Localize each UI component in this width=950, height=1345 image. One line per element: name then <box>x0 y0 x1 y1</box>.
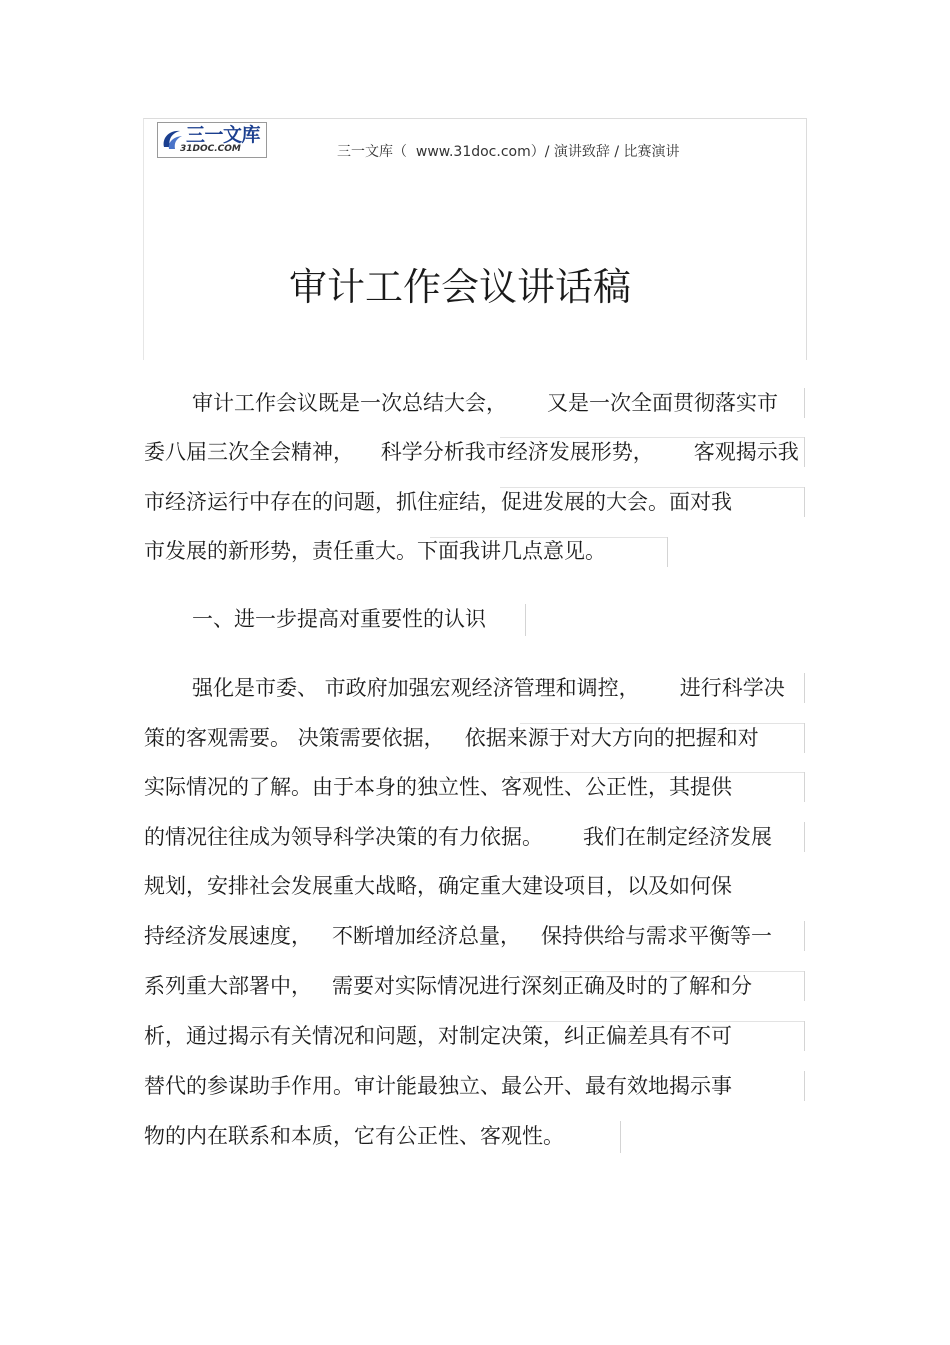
line-box-edge <box>804 921 805 951</box>
paragraph-line: 实际情况的了解。由于本身的独立性、客观性、公正性，其提供 <box>144 775 732 799</box>
line-box-edge <box>520 772 805 773</box>
line-box-edge <box>804 437 805 467</box>
line-box-edge <box>804 822 805 852</box>
paragraph-line: 委八届三次全会精神， 科学分析我市经济发展形势， 客观揭示我 <box>144 440 799 464</box>
paragraph-line: 市经济运行中存在的问题，抓住症结，促进发展的大会。面对我 <box>144 490 732 514</box>
line-box-edge <box>804 723 805 753</box>
line-box-edge <box>520 1021 805 1022</box>
paragraph-line: 替代的参谋助手作用。审计能最独立、最公开、最有效地揭示事 <box>144 1074 732 1098</box>
line-box-edge <box>667 537 668 567</box>
paragraph-line: 审计工作会议既是一次总结大会， 又是一次全面贯彻落实市 <box>192 391 779 415</box>
document-title: 审计工作会议讲话稿 <box>288 265 631 309</box>
paragraph-line: 析，通过揭示有关情况和问题，对制定决策，纠正偏差具有不可 <box>144 1024 732 1048</box>
logo-text-en: 31DOC.COM <box>180 144 241 154</box>
line-box-edge <box>520 723 805 724</box>
paragraph-line: 市发展的新形势，责任重大。下面我讲几点意见。 <box>144 539 606 563</box>
paragraph-line: 的情况往往成为领导科学决策的有力依据。 我们在制定经济发展 <box>144 825 773 849</box>
line-box-edge <box>804 388 805 418</box>
line-box-edge <box>430 537 668 538</box>
paragraph-line: 策的客观需要。 决策需要依据， 依据来源于对大方向的把握和对 <box>144 726 759 750</box>
line-box-edge <box>560 971 805 972</box>
paragraph-line: 强化是市委、 市政府加强宏观经济管理和调控， 进行科学决 <box>192 676 785 700</box>
line-box-edge <box>620 1121 621 1153</box>
line-box-edge <box>804 673 805 703</box>
logo-text-cn: 三一文库 <box>186 124 261 146</box>
paragraph-line: 物的内在联系和本质，它有公正性、客观性。 <box>144 1124 564 1148</box>
line-box-edge <box>525 604 526 636</box>
site-breadcrumb: 三一文库（ www.31doc.com）/ 演讲致辞 / 比赛演讲 <box>337 144 680 160</box>
paragraph-line: 规划，安排社会发展重大战略，确定重大建设项目，以及如何保 <box>144 874 732 898</box>
line-box-edge <box>804 487 805 517</box>
line-box-edge <box>804 971 805 1001</box>
paragraph-line: 持经济发展速度， 不断增加经济总量， 保持供给与需求平衡等一 <box>144 924 773 948</box>
paragraph-line: 系列重大部署中， 需要对实际情况进行深刻正确及时的了解和分 <box>144 974 753 998</box>
line-box-edge <box>804 1021 805 1051</box>
site-logo <box>157 122 267 158</box>
line-box-edge <box>500 437 805 438</box>
line-box-edge <box>804 1071 805 1101</box>
section-heading: 一、进一步提高对重要性的认识 <box>192 607 486 631</box>
line-box-edge <box>804 772 805 802</box>
line-box-edge <box>500 487 805 488</box>
